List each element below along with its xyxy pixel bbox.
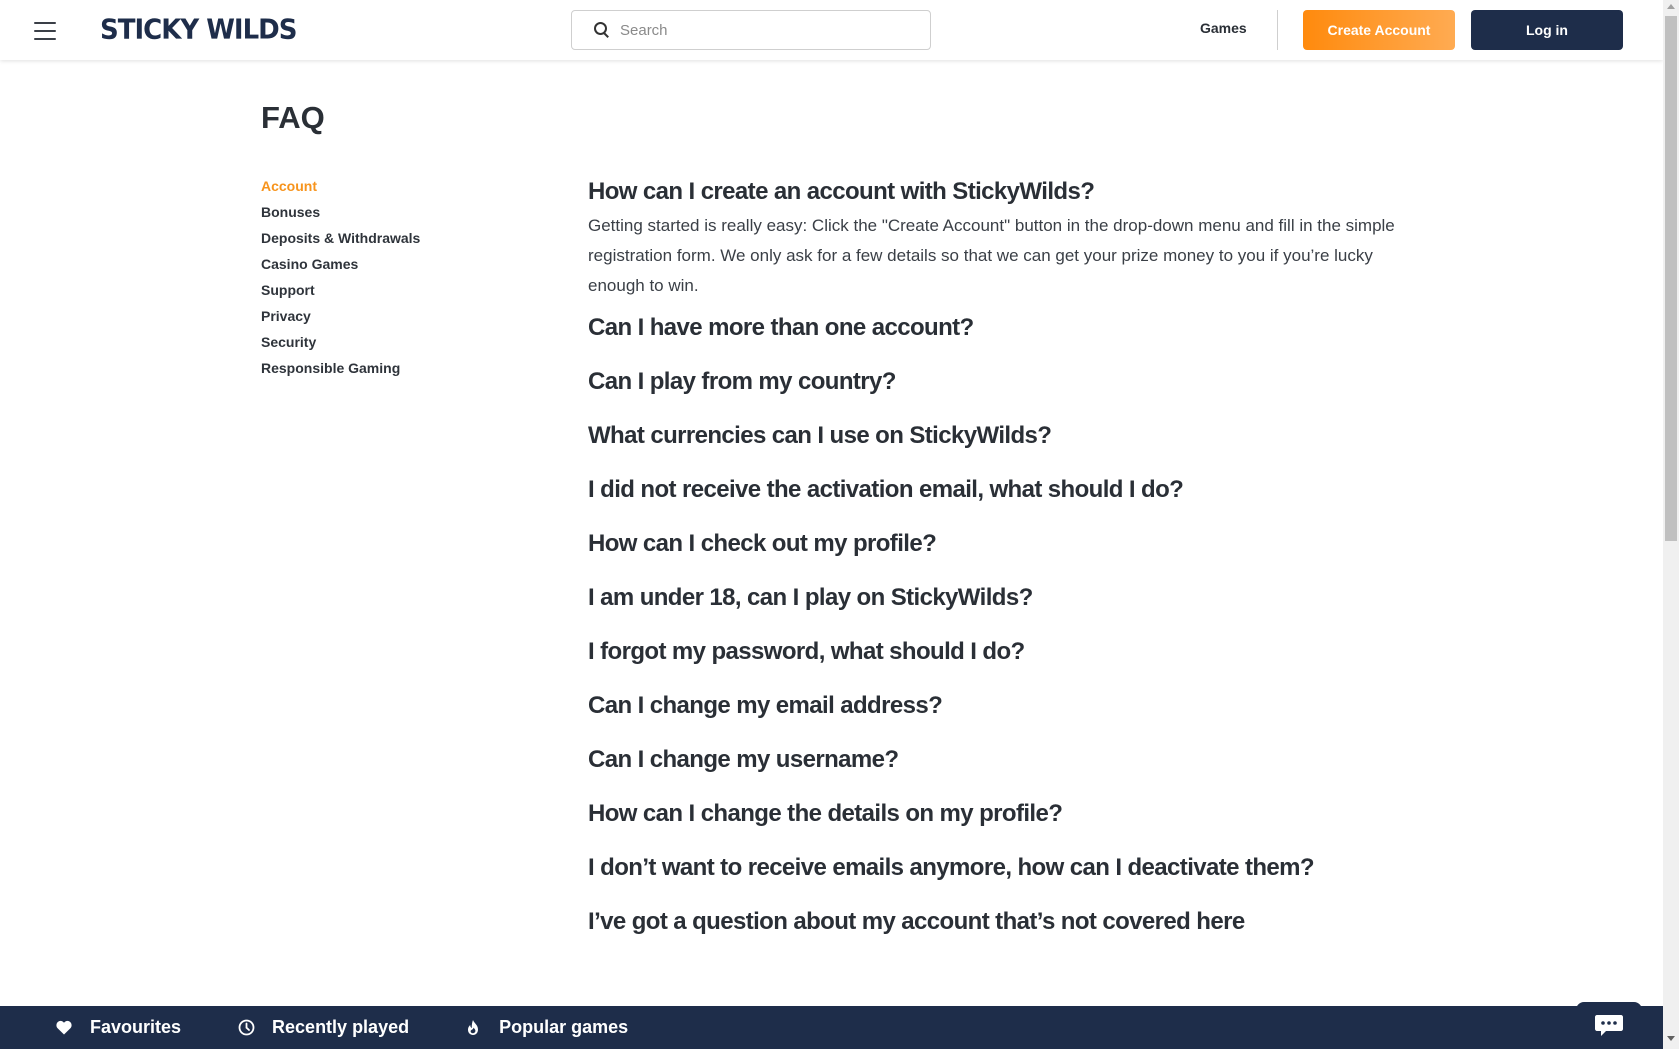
popular-games-button[interactable] [464, 1017, 628, 1038]
top-header [0, 0, 1663, 60]
fire-icon [464, 1019, 482, 1037]
faq-question[interactable]: What currencies can I use on StickyWilds? [588, 422, 1052, 449]
faq-item [588, 905, 1408, 959]
popular-games-label: Popular games [499, 1017, 629, 1037]
sidebar-item-support[interactable]: Support [261, 282, 315, 298]
scroll-up-arrow-icon[interactable] [1667, 4, 1675, 9]
sidebar-item-privacy[interactable]: Privacy [261, 308, 311, 324]
live-chat-button[interactable] [1576, 1002, 1642, 1049]
faq-item [588, 743, 1408, 797]
sticky-wilds-logo[interactable]: STICKY WILDS [100, 14, 297, 46]
heart-icon [55, 1019, 73, 1037]
search-icon [594, 22, 610, 38]
faq-item [588, 851, 1408, 905]
scroll-thumb[interactable] [1665, 16, 1677, 541]
faq-question[interactable]: Can I play from my country? [588, 368, 896, 395]
faq-question[interactable]: Can I change my email address? [588, 692, 943, 719]
sidebar-item-bonuses[interactable]: Bonuses [261, 204, 321, 220]
sidebar-item-responsible-gaming[interactable]: Responsible Gaming [261, 360, 401, 376]
faq-item [588, 635, 1408, 689]
favourites-label: Favourites [90, 1017, 182, 1037]
faq-item-expanded [588, 175, 1408, 301]
recently-played-button[interactable] [237, 1017, 409, 1038]
faq-question[interactable]: I’ve got a question about my account that’s not covered here [588, 908, 1245, 935]
scroll-down-arrow-icon[interactable] [1667, 1036, 1675, 1041]
nav-games-link[interactable]: Games [1200, 20, 1247, 36]
sidebar-item-security[interactable]: Security [261, 334, 317, 350]
faq-item [588, 473, 1408, 527]
page-title: FAQ [261, 100, 325, 135]
faq-question[interactable]: Can I change my username? [588, 746, 899, 773]
faq-category-nav [261, 176, 420, 384]
chat-bubble-icon [1594, 1014, 1624, 1038]
favourites-button[interactable] [55, 1017, 181, 1038]
recently-played-label: Recently played [272, 1017, 410, 1037]
hamburger-menu-icon[interactable] [34, 22, 56, 40]
bottom-quick-bar [0, 1006, 1663, 1049]
page-scrollbar[interactable] [1663, 0, 1679, 1049]
faq-list [588, 175, 1408, 959]
clock-icon [237, 1019, 255, 1037]
sidebar-item-casino-games[interactable]: Casino Games [261, 256, 359, 272]
search-input[interactable] [620, 15, 920, 45]
create-account-button[interactable]: Create Account [1303, 10, 1455, 50]
sidebar-item-account[interactable]: Account [261, 178, 317, 194]
faq-item [588, 527, 1408, 581]
faq-item [588, 797, 1408, 851]
faq-item [588, 581, 1408, 635]
header-divider [1277, 10, 1278, 50]
faq-answer: Getting started is really easy: Click the "Create Account" button in the drop-down menu and fill in the simple registration form. We only ask for a few details so that we can get your prize money to you if you’re lucky enough to win. [588, 216, 1395, 295]
faq-question[interactable]: How can I create an account with StickyWilds? [588, 178, 1095, 205]
faq-question[interactable]: How can I check out my profile? [588, 530, 937, 557]
faq-question[interactable]: Can I have more than one account? [588, 314, 974, 341]
log-in-button[interactable]: Log in [1471, 10, 1623, 50]
sidebar-item-deposits-withdrawals[interactable]: Deposits & Withdrawals [261, 230, 421, 246]
faq-question[interactable]: How can I change the details on my profile? [588, 800, 1063, 827]
search-box[interactable] [571, 10, 931, 50]
faq-question[interactable]: I forgot my password, what should I do? [588, 638, 1025, 665]
faq-item [588, 419, 1408, 473]
faq-question[interactable]: I am under 18, can I play on StickyWilds? [588, 584, 1033, 611]
faq-question[interactable]: I don’t want to receive emails anymore, how can I deactivate them? [588, 854, 1314, 881]
faq-item [588, 365, 1408, 419]
faq-item [588, 311, 1408, 365]
faq-item [588, 689, 1408, 743]
faq-question[interactable]: I did not receive the activation email, what should I do? [588, 476, 1184, 503]
